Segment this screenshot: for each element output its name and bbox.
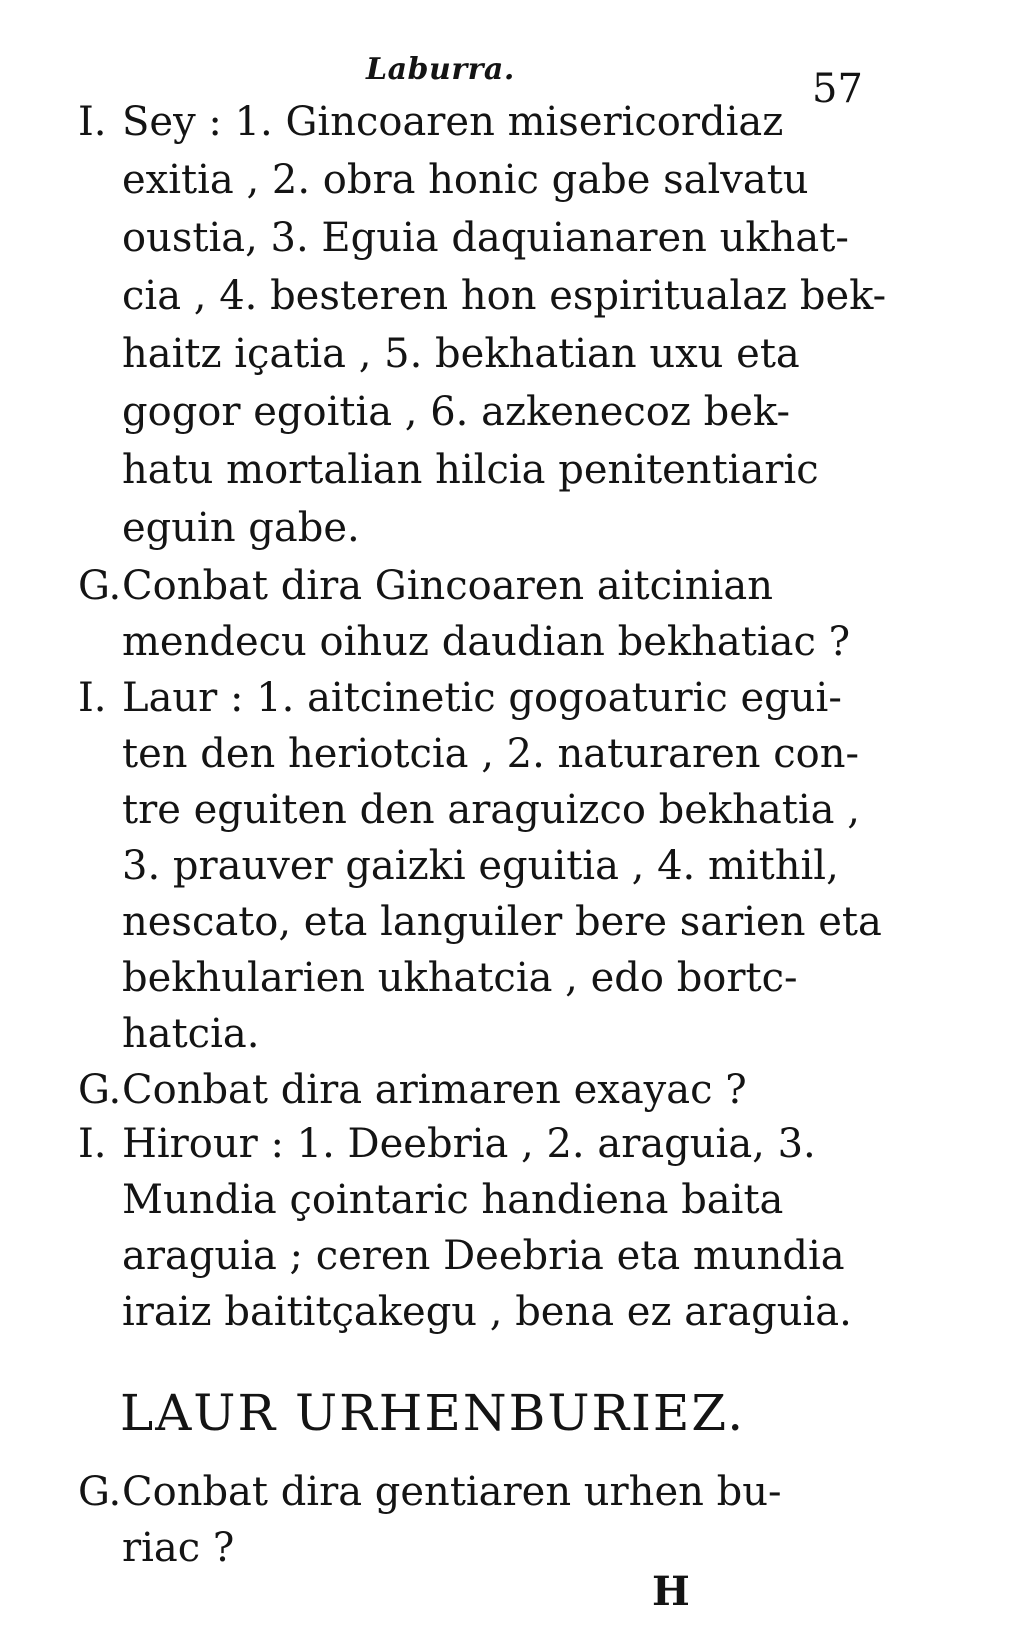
text-line: gogor egoitia , 6. azkenecoz bek-	[122, 389, 790, 435]
text-line: exitia , 2. obra honic gabe salvatu	[122, 157, 809, 203]
text-line: riac ?	[122, 1525, 235, 1571]
text-line: cia , 4. besteren hon espiritualaz bek-	[122, 273, 887, 319]
text-line: hatu mortalian hilcia penitentiaric	[122, 447, 819, 493]
section-heading: LAUR URHENBURIEZ.	[120, 1384, 746, 1442]
running-title: Laburra.	[366, 52, 515, 87]
page-number: 57	[812, 66, 863, 112]
signature-mark: H	[652, 1568, 690, 1615]
speaker-label: I.	[78, 99, 107, 145]
text-line: ten den heriotcia , 2. naturaren con-	[122, 731, 859, 777]
text-line: nescato, eta languiler bere sarien eta	[122, 899, 882, 945]
text-line: haitz içatia , 5. bekhatian uxu eta	[122, 331, 800, 377]
text-line: Mundia çointaric handiena baita	[122, 1177, 784, 1223]
text-line: Sey : 1. Gincoaren misericordiaz	[122, 99, 784, 145]
speaker-label: G.	[78, 1067, 122, 1113]
text-line: mendecu oihuz daudian bekhatiac ?	[122, 619, 851, 665]
text-line: Conbat dira Gincoaren aitcinian	[122, 563, 773, 609]
speaker-label: G.	[78, 1469, 122, 1515]
text-line: Laur : 1. aitcinetic gogoaturic egui-	[122, 675, 842, 721]
speaker-label: I.	[78, 675, 107, 721]
text-line: Hirour : 1. Deebria , 2. araguia, 3.	[122, 1121, 816, 1167]
speaker-label: G.	[78, 563, 122, 609]
text-line: iraiz baititçakegu , bena ez araguia.	[122, 1289, 852, 1335]
text-line: eguin gabe.	[122, 505, 360, 551]
text-line: hatcia.	[122, 1011, 260, 1057]
text-line: Conbat dira gentiaren urhen bu-	[122, 1469, 782, 1515]
speaker-label: I.	[78, 1121, 107, 1167]
text-line: araguia ; ceren Deebria eta mundia	[122, 1233, 845, 1279]
text-line: Conbat dira arimaren exayac ?	[122, 1067, 747, 1113]
text-line: oustia, 3. Eguia daquianaren ukhat-	[122, 215, 849, 261]
text-line: 3. prauver gaizki eguitia , 4. mithil,	[122, 843, 839, 889]
text-line: bekhularien ukhatcia , edo bortc-	[122, 955, 798, 1001]
text-line: tre eguiten den araguizco bekhatia ,	[122, 787, 860, 833]
